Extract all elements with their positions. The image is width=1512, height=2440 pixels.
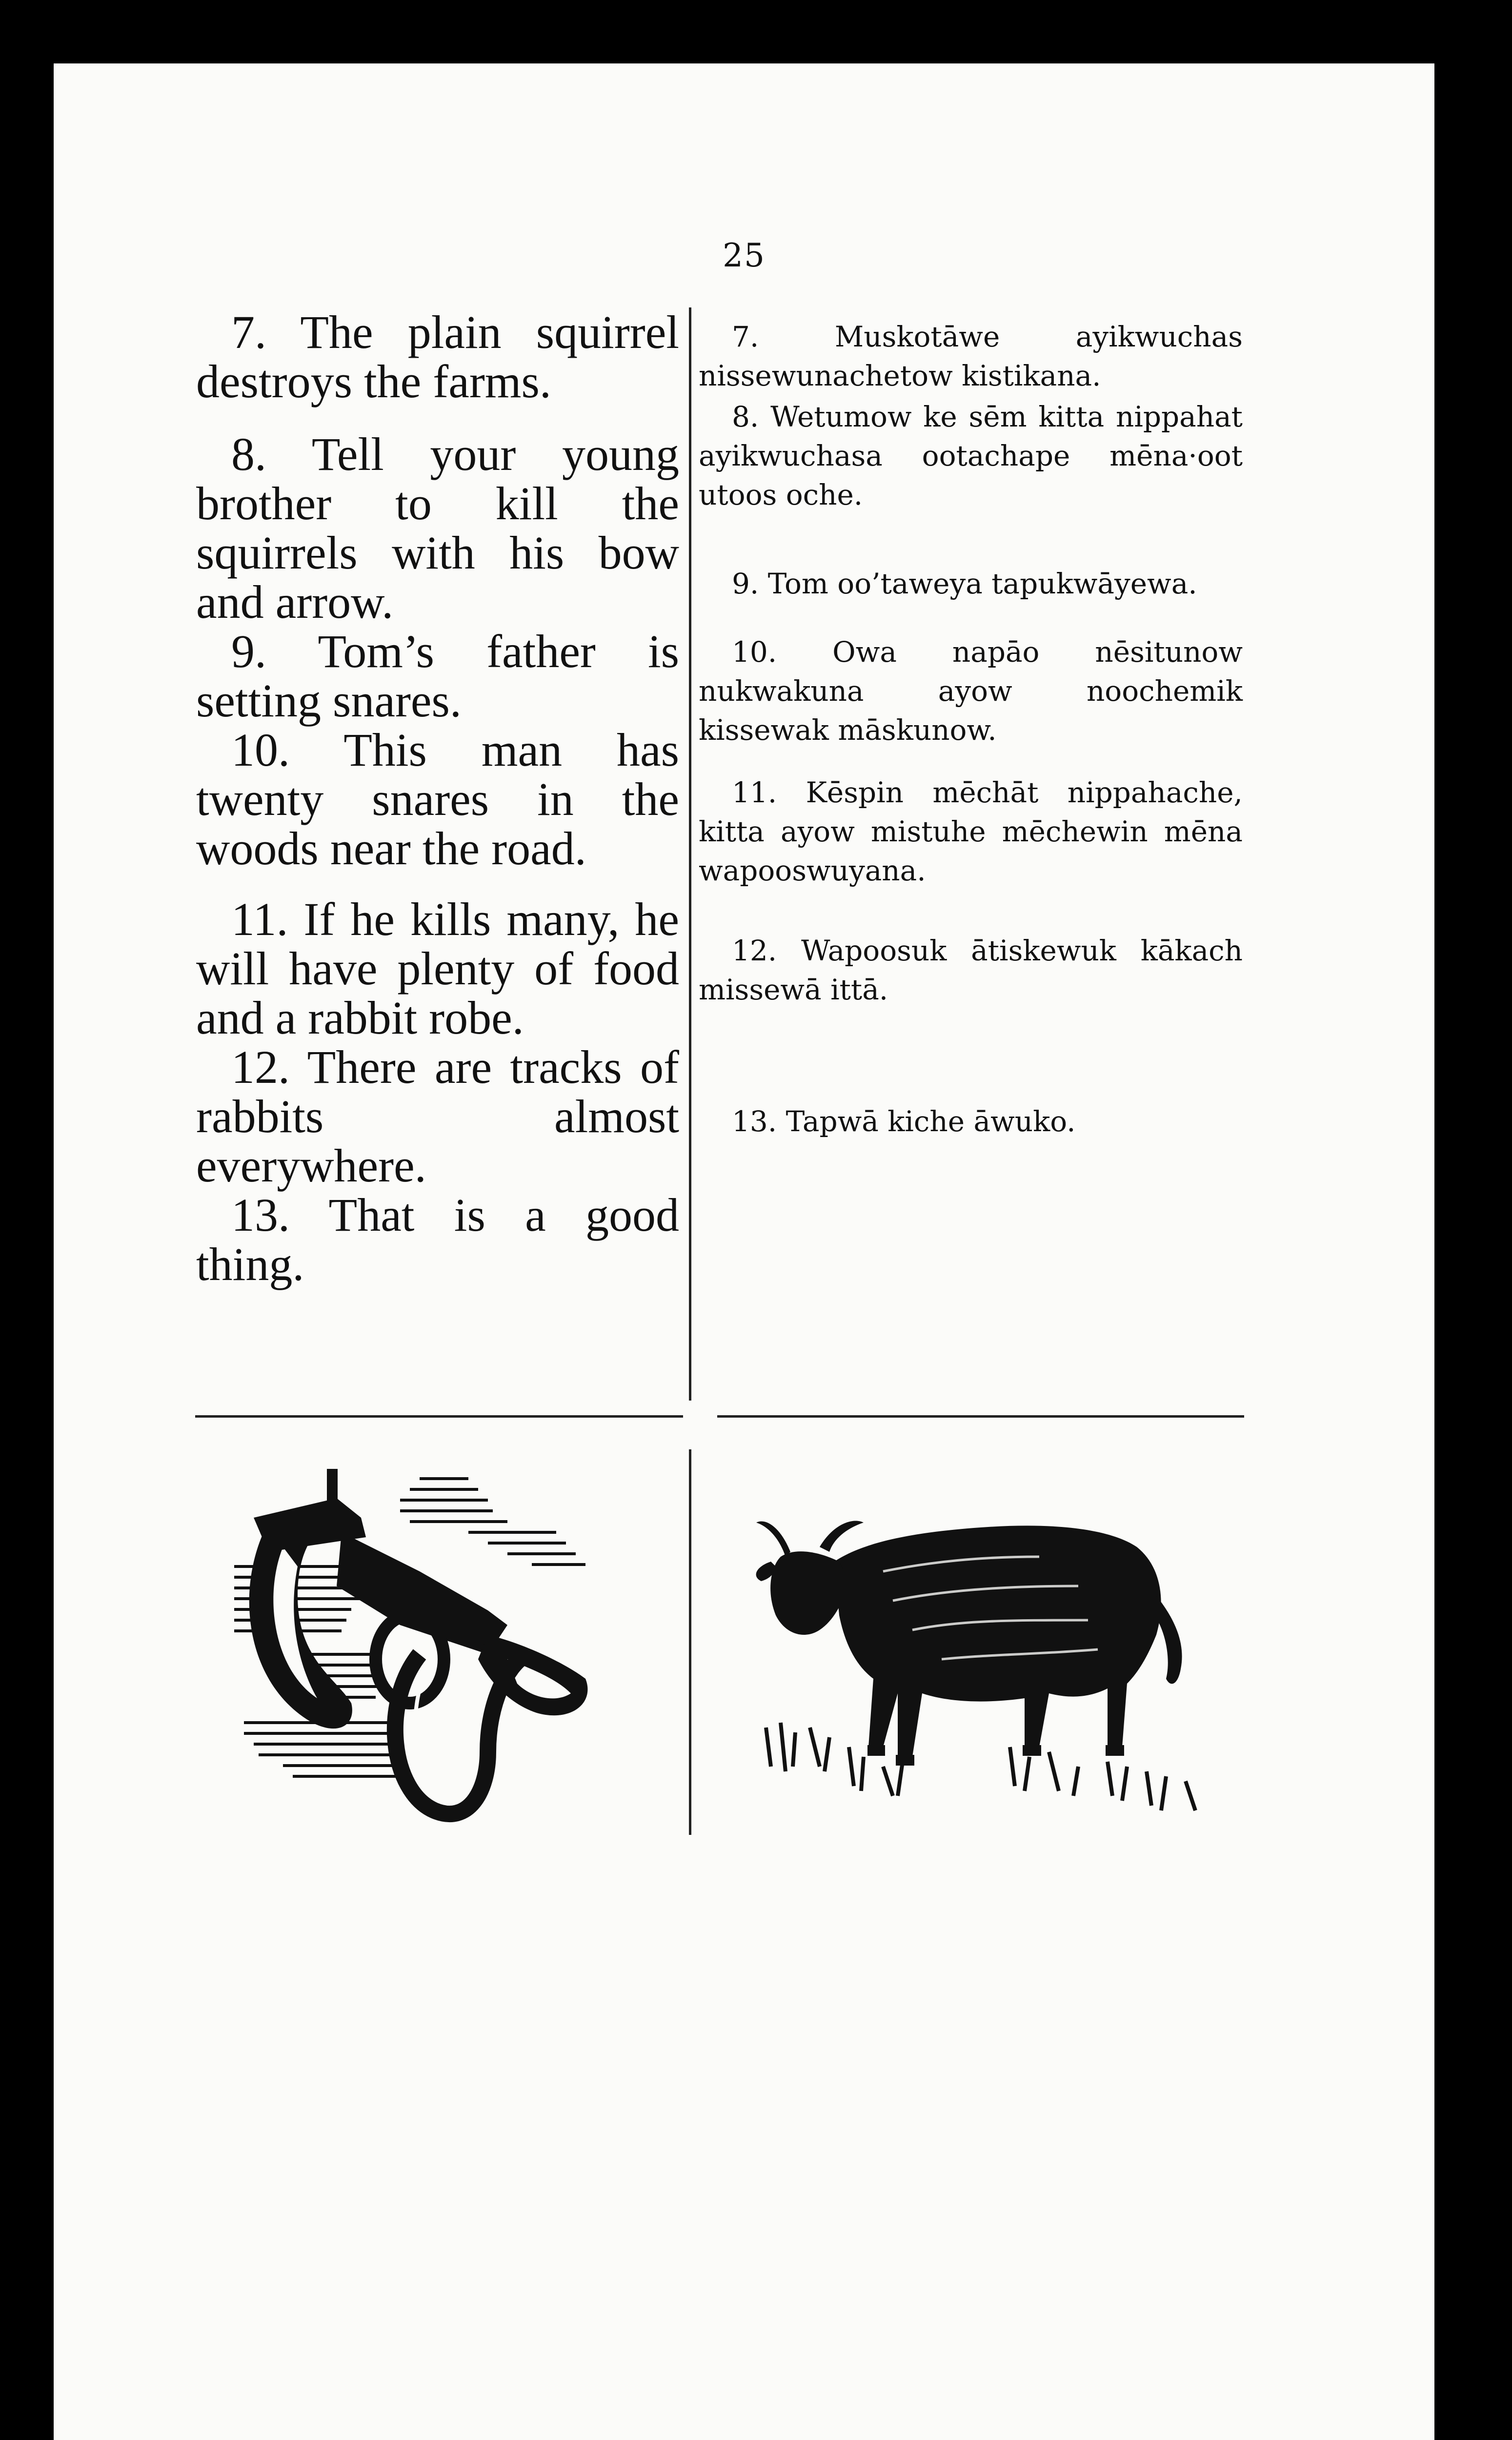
cree-sentence-11: 11. Kēspin mēchāt nippahache, kitta ayow mistuhe mēchewin mēna wapooswuyana.: [699, 776, 1243, 887]
snare-trap-illustration: [215, 1449, 668, 1840]
cree-sentence-7: 7. Muskotāwe ayikwuchas nissewunachetow kistikana.: [699, 320, 1243, 392]
illustration-divider: [689, 1449, 691, 1835]
cree-sentence-10: 10. Owa napāo nēsitunow nukwakuna ayow noochemik kissewak māskunow.: [699, 635, 1243, 747]
english-sentence-8: 8. Tell your young brother to kill the squirrels with his bow and arrow.: [196, 428, 679, 628]
page-number: 25: [723, 237, 766, 274]
english-sentence-10: 10. This man has twenty snares in the woods near the road.: [196, 724, 679, 874]
cow-illustration: [737, 1474, 1234, 1825]
cree-sentence-9: 9. Tom oo’taweya tapukwāyewa.: [732, 567, 1197, 600]
cree-sentence-8: 8. Wetumow ke sēm kitta nippahat ayikwuchasa ootachape mēna·oot utoos oche.: [699, 400, 1243, 511]
horizontal-rule-left: [195, 1415, 683, 1418]
cree-sentence-12: 12. Wapoosuk ātiskewuk kākach missewā ittā.: [699, 934, 1243, 1006]
horizontal-rule-right: [717, 1415, 1244, 1418]
column-divider: [689, 307, 691, 1401]
english-sentence-7: 7. The plain squirrel destroys the farms.: [196, 306, 679, 407]
english-sentence-9: 9. Tom’s father is setting snares.: [196, 625, 679, 727]
cree-column: [699, 317, 1243, 1141]
page: [54, 63, 1434, 2440]
english-sentence-12: 12. There are tracks of rabbits almost everywhere.: [196, 1041, 679, 1192]
english-sentence-13: 13. That is a good thing.: [196, 1189, 679, 1290]
english-sentence-11: 11. If he kills many, he will have plenty of food and a rabbit robe.: [196, 893, 679, 1044]
english-column: [196, 307, 679, 1289]
cree-sentence-13: 13. Tapwā kiche āwuko.: [732, 1105, 1076, 1138]
